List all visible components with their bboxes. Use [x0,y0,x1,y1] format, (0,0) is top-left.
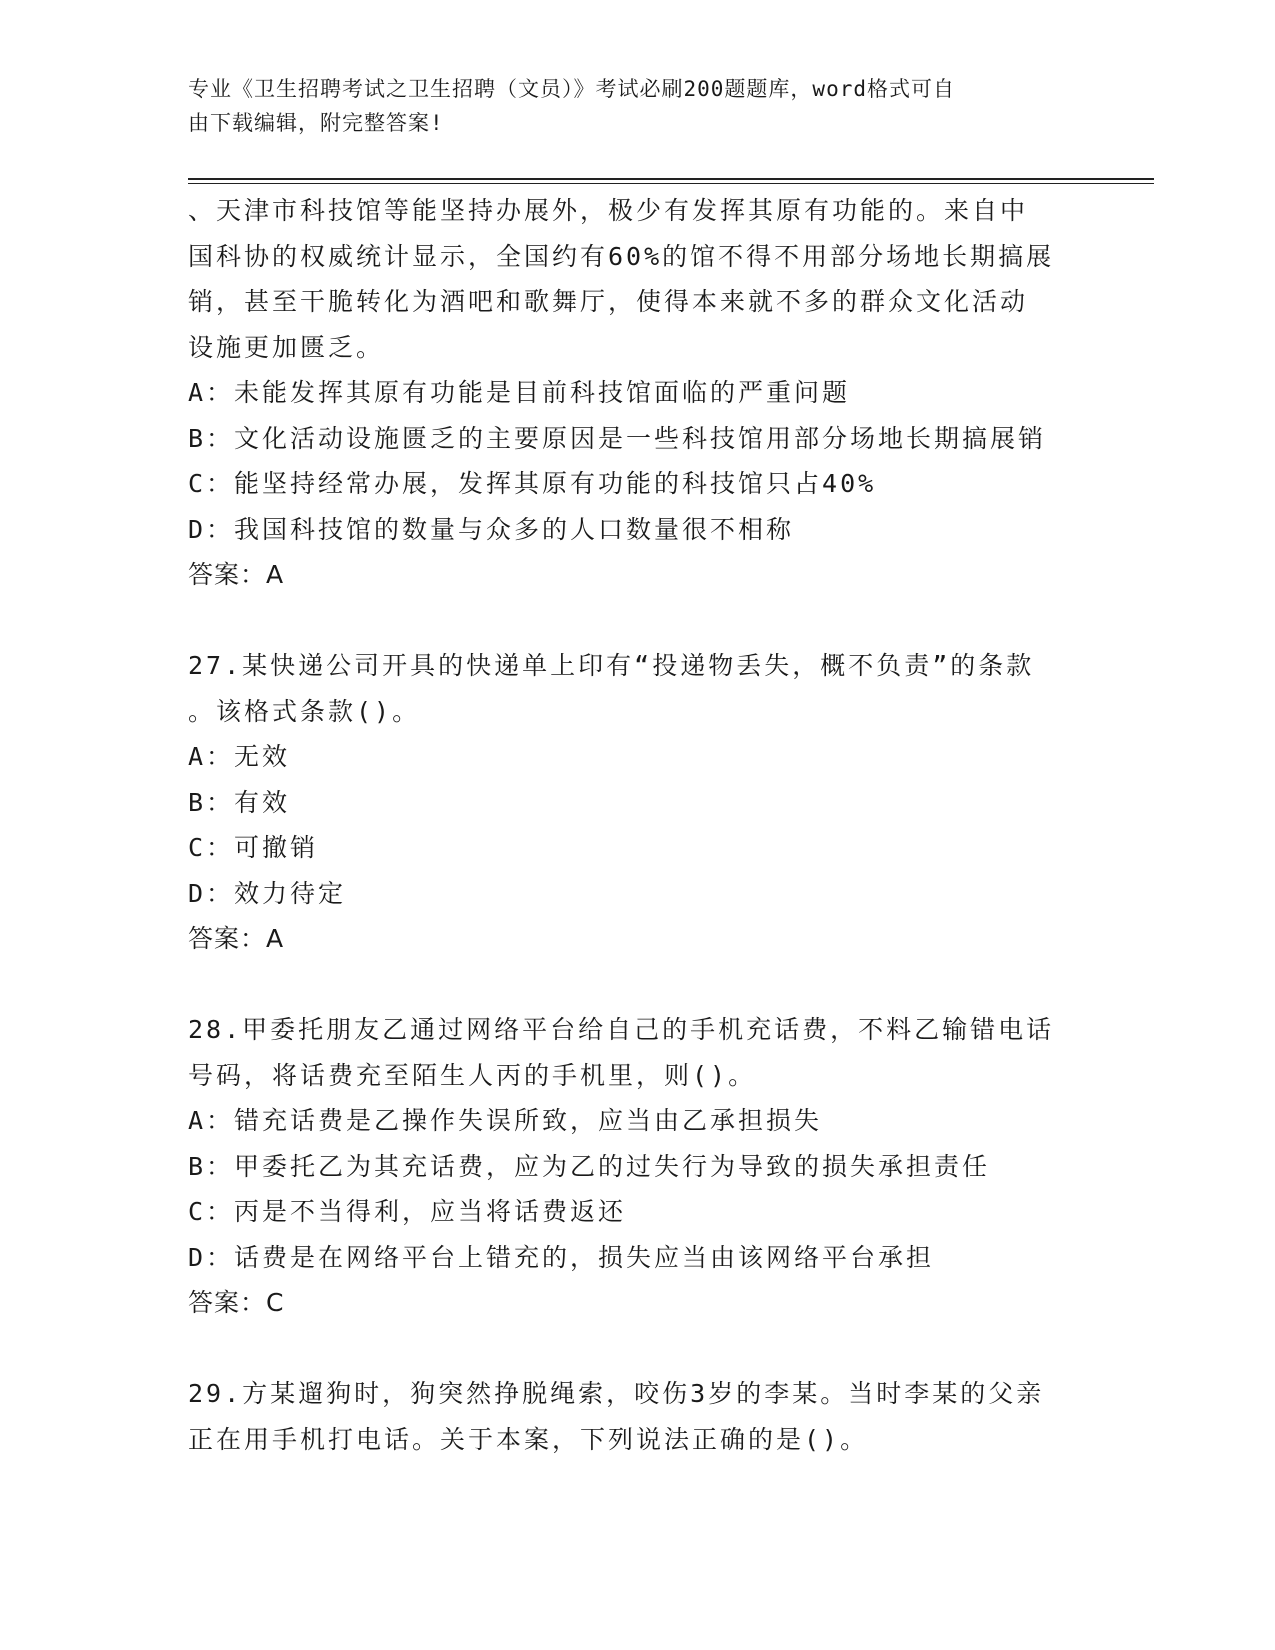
document-body [188,188,1088,1462]
question-text-line: 设施更加匮乏。 [188,332,385,362]
option-d: D：效力待定 [188,878,347,908]
answer-line: 答案：C [188,1288,285,1317]
question-text-line: 27.某快递公司开具的快递单上印有“投递物丢失，概不负责”的条款 [188,651,1035,680]
option-a: A：未能发挥其原有功能是目前科技馆面临的严重问题 [188,378,851,407]
spacer [188,962,1088,1008]
spacer [188,598,1088,644]
header-divider-thin [188,183,1154,184]
header-line-1: 专业《卫生招聘考试之卫生招聘（文员）》考试必刷200题题库，word格式可自 [188,77,955,101]
option-b: B：有效 [188,787,291,817]
question-continuation [188,188,1088,598]
spacer [188,1326,1088,1372]
question-28 [188,1007,1088,1326]
document-header [188,72,1068,140]
option-c: C：丙是不当得利，应当将话费返还 [188,1197,627,1226]
option-b: B：甲委托乙为其充话费，应为乙的过失行为导致的损失承担责任 [188,1151,991,1181]
question-text-line: 正在用手机打电话。关于本案，下列说法正确的是()。 [188,1424,869,1454]
question-text-line: 、天津市科技馆等能坚持办展外，极少有发挥其原有功能的。来自中 [188,196,1029,225]
header-divider-thick [188,178,1154,180]
option-c: C：可撤销 [188,833,319,862]
header-line-2: 由下载编辑，附完整答案! [188,111,444,135]
option-b: B：文化活动设施匮乏的主要原因是一些科技馆用部分场地长期搞展销 [188,423,1047,453]
question-text-line: 28.甲委托朋友乙通过网络平台给自己的手机充话费，不料乙输错电话 [188,1015,1055,1044]
option-d: D：话费是在网络平台上错充的，损失应当由该网络平台承担 [188,1242,935,1272]
option-a: A：错充话费是乙操作失误所致，应当由乙承担损失 [188,1106,823,1135]
option-d: D：我国科技馆的数量与众多的人口数量很不相称 [188,514,795,544]
answer-line: 答案：A [188,560,285,589]
option-a: A：无效 [188,742,291,771]
question-text-line: 国科协的权威统计显示，全国约有60%的馆不得不用部分场地长期搞展 [188,241,1055,271]
question-text-line: 销，甚至干脆转化为酒吧和歌舞厅，使得本来就不多的群众文化活动 [188,287,1029,316]
option-c: C：能坚持经常办展，发挥其原有功能的科技馆只占40% [188,469,877,498]
question-29 [188,1371,1088,1462]
question-text-line: 29.方某遛狗时，狗突然挣脱绳索，咬伤3岁的李某。当时李某的父亲 [188,1379,1045,1408]
question-text-line: 。该格式条款()。 [188,696,421,726]
question-text-line: 号码，将话费充至陌生人丙的手机里，则()。 [188,1060,757,1090]
question-27 [188,643,1088,962]
answer-line: 答案：A [188,924,285,953]
